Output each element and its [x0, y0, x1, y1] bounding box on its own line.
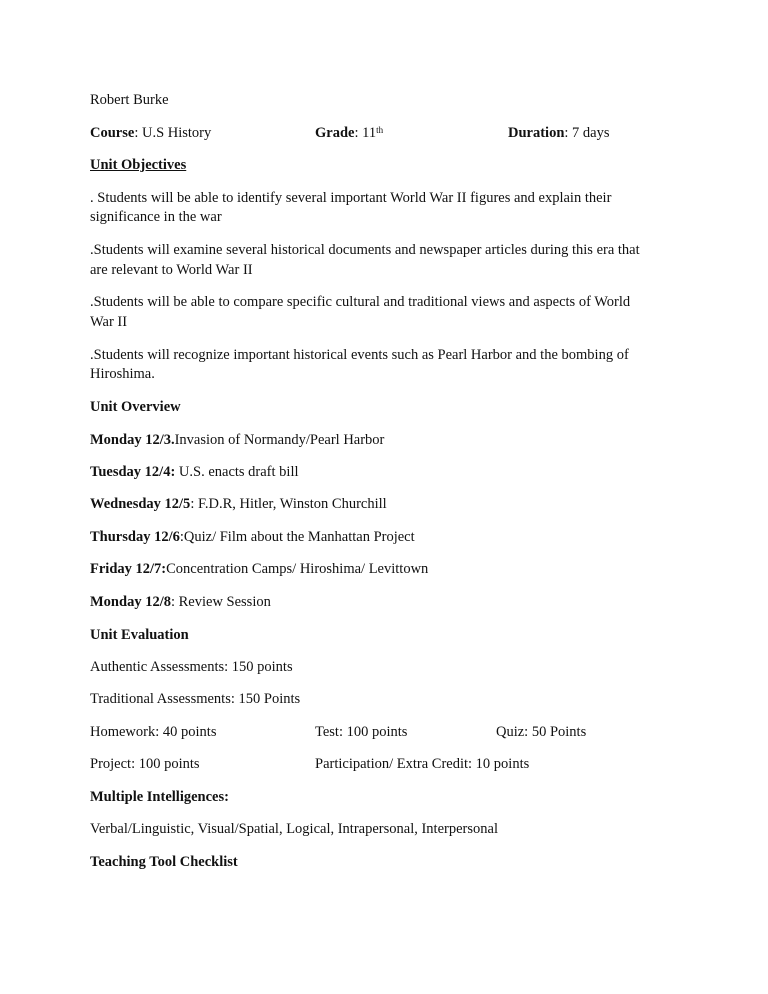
- unit-evaluation-heading: Unit Evaluation: [90, 627, 189, 643]
- overview-day-topic: :Quiz/ Film about the Manhattan Project: [179, 529, 415, 545]
- overview-day-label: Thursday 12/6: [90, 529, 180, 545]
- overview-day-label: Monday 12/3.: [90, 432, 175, 448]
- overview-day-topic: Concentration Camps/ Hiroshima/ Levittown: [166, 561, 429, 577]
- objective-4-line-1: .Students will recognize important historical events such as Pearl Harbor and the bombing of: [90, 347, 629, 363]
- course-field: [90, 124, 211, 142]
- grade-superscript: th: [376, 125, 384, 135]
- project-points: Project: 100 points: [90, 756, 200, 772]
- overview-day-label: Wednesday 12/5: [90, 496, 191, 512]
- overview-day-row: [90, 593, 271, 611]
- overview-day-row: [90, 528, 415, 546]
- overview-day-label: Friday 12/7:: [90, 561, 167, 577]
- author-name: Robert Burke: [90, 92, 169, 108]
- objective-2-line-2: are relevant to World War II: [90, 262, 253, 278]
- unit-objectives-heading: Unit Objectives: [90, 157, 187, 173]
- overview-day-topic: U.S. enacts draft bill: [175, 464, 299, 480]
- course-value: : U.S History: [134, 125, 212, 141]
- traditional-assessments: Traditional Assessments: 150 Points: [90, 691, 301, 707]
- course-label: Course: [90, 125, 135, 141]
- objective-3-line-2: War II: [90, 314, 128, 330]
- grade-label: Grade: [315, 125, 355, 141]
- overview-day-row: [90, 431, 384, 449]
- overview-day-label: Monday 12/8: [90, 594, 171, 610]
- overview-day-topic: : F.D.R, Hitler, Winston Churchill: [190, 496, 387, 512]
- test-points: Test: 100 points: [315, 724, 408, 740]
- multiple-intelligences-list: Verbal/Linguistic, Visual/Spatial, Logical, Intrapersonal, Interpersonal: [90, 821, 498, 837]
- duration-field: [508, 124, 610, 142]
- overview-day-row: [90, 560, 428, 578]
- objective-2-line-1: .Students will examine several historical documents and newspaper articles during this era that: [90, 242, 640, 258]
- objective-1-line-2: significance in the war: [90, 209, 222, 225]
- multiple-intelligences-heading: Multiple Intelligences:: [90, 789, 229, 805]
- duration-value: : 7 days: [564, 125, 610, 141]
- objective-1-line-1: . Students will be able to identify several important World War II figures and explain their: [90, 190, 612, 206]
- overview-day-topic: : Review Session: [170, 594, 271, 610]
- objective-4-line-2: Hiroshima.: [90, 366, 155, 382]
- overview-day-row: [90, 495, 387, 513]
- grade-value: : 11: [354, 125, 377, 141]
- overview-day-row: [90, 463, 299, 481]
- quiz-points: Quiz: 50 Points: [496, 724, 587, 740]
- unit-overview-heading: Unit Overview: [90, 399, 181, 415]
- overview-day-topic: Invasion of Normandy/Pearl Harbor: [174, 432, 385, 448]
- authentic-assessments: Authentic Assessments: 150 points: [90, 659, 293, 675]
- overview-day-label: Tuesday 12/4:: [90, 464, 176, 480]
- homework-points: Homework: 40 points: [90, 724, 217, 740]
- objective-3-line-1: .Students will be able to compare specific cultural and traditional views and aspects of World: [90, 294, 631, 310]
- grade-field: [315, 124, 383, 142]
- participation-points: Participation/ Extra Credit: 10 points: [315, 756, 530, 772]
- duration-label: Duration: [508, 125, 565, 141]
- teaching-tool-checklist-heading: Teaching Tool Checklist: [90, 854, 238, 870]
